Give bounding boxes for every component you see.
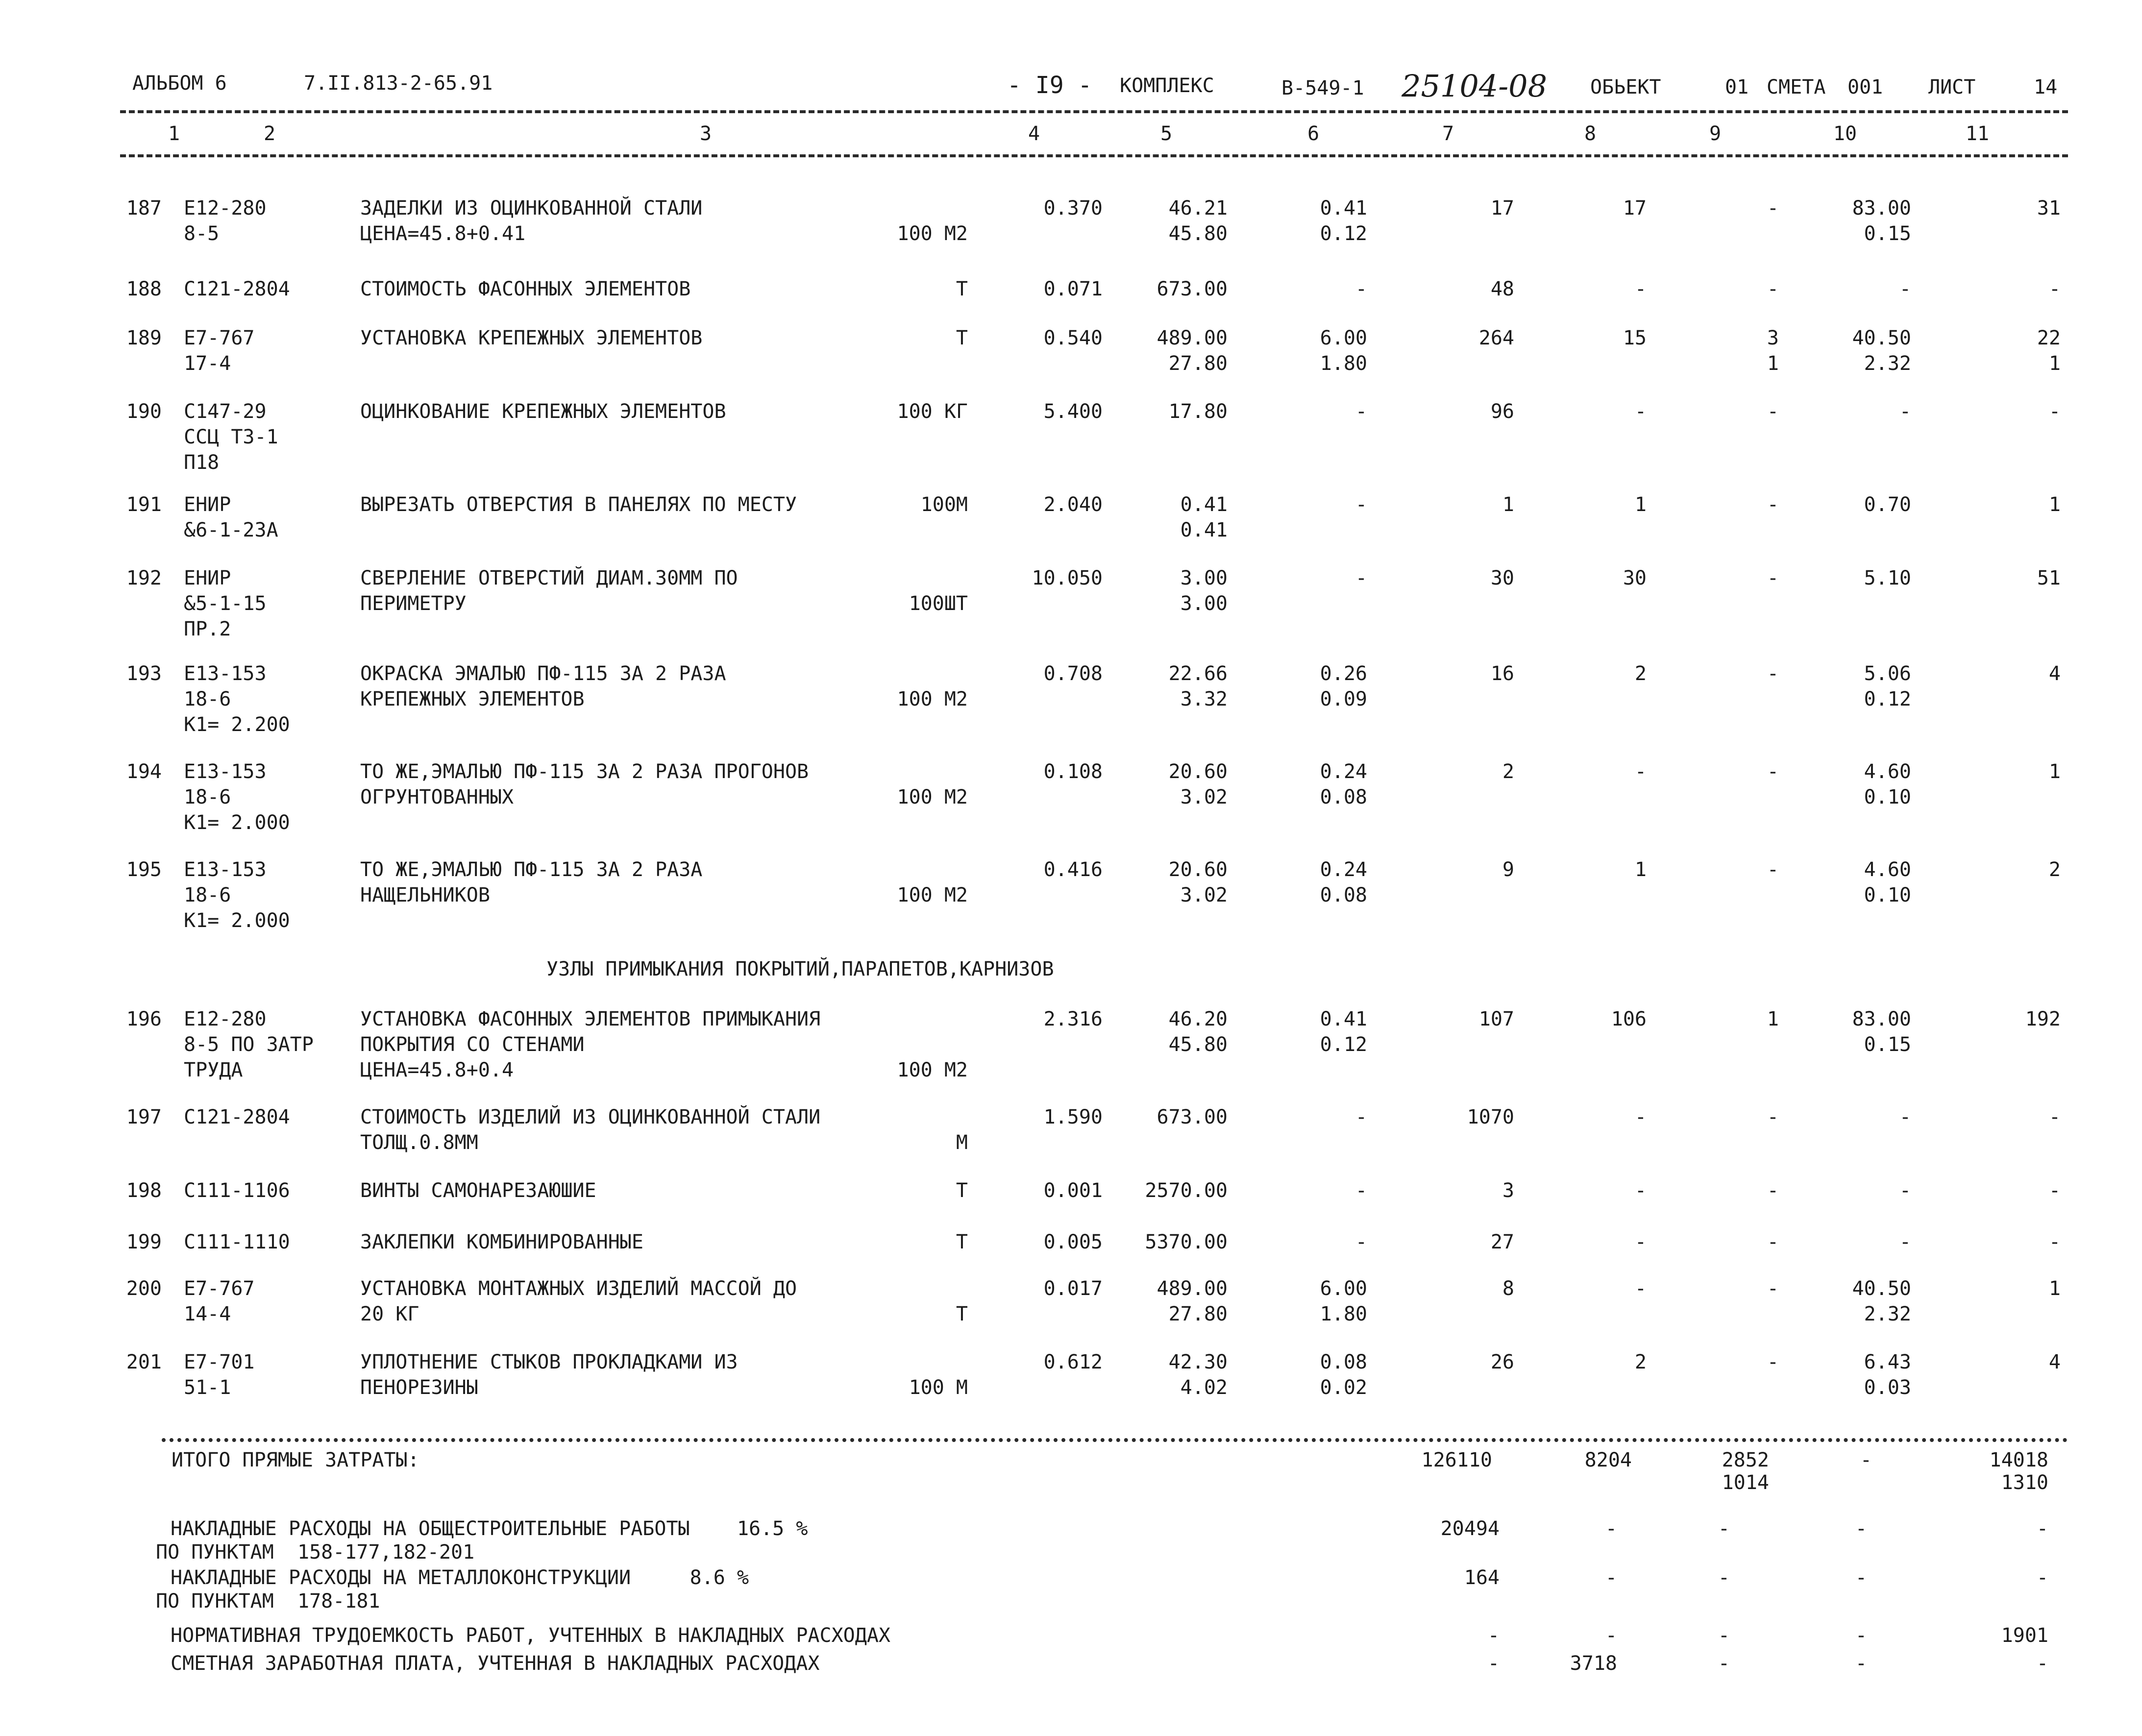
labor-norm: 2.32 [1864,352,1911,375]
item-description: СТОИМОСТЬ ИЗДЕЛИЙ ИЗ ОЦИНКОВАННОЙ СТАЛИ [360,1106,821,1128]
overhead-text: НАКЛАДНЫЕ РАСХОДЫ НА ОБЩЕСТРОИТЕЛЬНЫЕ РАБОТЫ 16.5 % [171,1517,808,1540]
unit-of-measure: М [956,1131,968,1154]
unit-price: 0.41 [1180,519,1228,541]
wage-cost: - [1634,760,1647,783]
unit-of-measure: Т [956,278,968,300]
column-number-7: 7 [1442,122,1454,145]
item-code: 17-4 [184,352,231,375]
machine-total: - [1767,493,1779,516]
totals-wage: 8204 [1584,1449,1632,1471]
quantity: 0.071 [1043,278,1103,300]
overhead-labor-norm: - [1855,1652,1867,1675]
unit-price: 3.00 [1180,592,1228,615]
item-description: ОЦИНКОВАНИЕ КРЕПЕЖНЫХ ЭЛЕМЕНТОВ [360,400,726,423]
item-code: С111-1106 [184,1179,290,1202]
unit-price: 20.60 [1168,858,1228,881]
overhead-text: СМЕТНАЯ ЗАРАБОТНАЯ ПЛАТА, УЧТЕННАЯ В НАКЛАДНЫХ РАСХОДАХ [171,1652,820,1675]
labor-norm: 6.43 [1864,1351,1911,1373]
quantity: 1.590 [1043,1106,1103,1128]
total-cost: 2 [1502,760,1514,783]
item-code: 18-6 [184,786,231,808]
machine-total: - [1767,1106,1779,1128]
item-description: ОКРАСКА ЭМАЛЬЮ ПФ-115 ЗА 2 РАЗА [360,662,726,685]
row-number: 192 [126,567,162,589]
item-description: ЦЕНА=45.8+0.41 [360,222,526,245]
labor-total: 1 [2048,1277,2061,1300]
item-code: 8-5 ПО ЗАТР [184,1033,314,1056]
labor-total: 1 [2048,493,2061,516]
machine-total: - [1767,1231,1779,1253]
machine-cost: 6.00 [1320,327,1367,349]
labor-total: 31 [2037,197,2061,220]
machine-cost: 0.08 [1320,884,1367,906]
total-cost: 107 [1478,1008,1514,1030]
labor-norm: 40.50 [1852,1277,1911,1300]
total-cost: 264 [1478,327,1514,349]
item-description: ОГРУНТОВАННЫХ [360,786,514,808]
estimate-label: СМЕТА [1767,76,1826,98]
item-description: ВЫРЕЗАТЬ ОТВЕРСТИЯ В ПАНЕЛЯХ ПО МЕСТУ [360,493,797,516]
wage-cost: 1 [1634,493,1647,516]
wage-cost: 106 [1611,1008,1647,1030]
labor-norm: - [1899,1106,1911,1128]
row-number: 194 [126,760,162,783]
machine-total: - [1767,858,1779,881]
estimate-number: 001 [1847,76,1883,98]
item-code: ЕНИР [184,493,231,516]
unit-price: 45.80 [1168,1033,1228,1056]
row-number: 189 [126,327,162,349]
column-number-11: 11 [1965,122,1990,145]
labor-total: 192 [2025,1008,2061,1030]
item-code: ПР.2 [184,618,231,640]
page-number: - I9 - [1007,72,1092,99]
overhead-cost: 20494 [1440,1517,1500,1540]
overhead-text: ПО ПУНКТАМ 158-177,182-201 [156,1541,475,1564]
overhead-text: ПО ПУНКТАМ 178-181 [156,1590,380,1613]
quantity: 0.005 [1043,1231,1103,1253]
machine-cost: 0.09 [1320,688,1367,710]
row-number: 196 [126,1008,162,1030]
machine-total: 1 [1767,352,1779,375]
section-title: УЗЛЫ ПРИМЫКАНИЯ ПОКРЫТИЙ,ПАРАПЕТОВ,КАРНИЗОВ [546,958,1054,980]
unit-price: 2570.00 [1145,1179,1228,1202]
labor-total: 1 [2048,352,2061,375]
labor-norm: - [1899,278,1911,300]
total-cost: 17 [1490,197,1514,220]
labor-norm: 83.00 [1852,1008,1911,1030]
labor-total: 2 [2048,858,2061,881]
totals-label: ИТОГО ПРЯМЫЕ ЗАТРАТЫ: [172,1449,419,1471]
overhead-cost: - [1487,1624,1500,1647]
unit-price: 42.30 [1168,1351,1228,1373]
item-code: 8-5 [184,222,220,245]
unit-price: 673.00 [1157,278,1228,300]
quantity: 10.050 [1032,567,1103,589]
labor-norm: 0.10 [1864,786,1911,808]
sheet-number: 14 [2034,76,2058,98]
total-cost: 27 [1490,1231,1514,1253]
labor-norm: 0.10 [1864,884,1911,906]
machine-total: 1 [1767,1008,1779,1030]
row-number: 187 [126,197,162,220]
item-code: С147-29 [184,400,267,423]
overhead-wage: 3718 [1570,1652,1617,1675]
unit-of-measure: 100 М2 [897,222,968,245]
machine-cost: 1.80 [1320,1303,1367,1325]
labor-total: 1 [2048,760,2061,783]
item-description: ПЕНОРЕЗИНЫ [360,1376,478,1399]
labor-norm: 0.70 [1864,493,1911,516]
column-number-2: 2 [263,122,276,145]
unit-price: 3.02 [1180,884,1228,906]
overhead-labor-norm: - [1855,1517,1867,1540]
labor-norm: 40.50 [1852,327,1911,349]
labor-total: 51 [2037,567,2061,589]
item-code: ТРУДА [184,1059,243,1081]
item-description: ЗАКЛЕПКИ КОМБИНИРОВАННЫЕ [360,1231,643,1253]
unit-price: 22.66 [1168,662,1228,685]
labor-total: - [2048,278,2061,300]
row-number: 200 [126,1277,162,1300]
unit-price: 46.21 [1168,197,1228,220]
machine-cost: 0.08 [1320,786,1367,808]
overhead-cost: 164 [1464,1566,1500,1589]
item-code: С121-2804 [184,278,290,300]
labor-total: 4 [2048,1351,2061,1373]
item-code: С121-2804 [184,1106,290,1128]
machine-total: - [1767,197,1779,220]
wage-cost: 1 [1634,858,1647,881]
item-code: Е13-153 [184,858,267,881]
unit-price: 46.20 [1168,1008,1228,1030]
total-cost: 1 [1502,493,1514,516]
overhead-labor-norm: - [1855,1566,1867,1589]
machine-cost: 1.80 [1320,352,1367,375]
labor-norm: 83.00 [1852,197,1911,220]
machine-cost: - [1355,278,1367,300]
column-number-4: 4 [1028,122,1040,145]
totals-cost: 126110 [1421,1449,1492,1471]
overhead-text: НАКЛАДНЫЕ РАСХОДЫ НА МЕТАЛЛОКОНСТРУКЦИИ 8.6 % [171,1566,749,1589]
item-code: &6-1-23А [184,519,278,541]
machine-cost: 0.12 [1320,222,1367,245]
quantity: 5.400 [1043,400,1103,423]
item-code: Е7-767 [184,1277,255,1300]
item-code: &5-1-15 [184,592,267,615]
unit-price: 673.00 [1157,1106,1228,1128]
machine-total: - [1767,400,1779,423]
unit-of-measure: 100М [920,493,968,516]
row-number: 198 [126,1179,162,1202]
machine-cost: - [1355,1106,1367,1128]
labor-norm: 0.03 [1864,1376,1911,1399]
wage-cost: - [1634,1231,1647,1253]
header-top-rule [120,110,2068,113]
unit-price: 3.32 [1180,688,1228,710]
overhead-machine: - [1718,1517,1730,1540]
item-code: С111-1110 [184,1231,290,1253]
row-number: 188 [126,278,162,300]
unit-of-measure: 100 М2 [897,1059,968,1081]
quantity: 0.416 [1043,858,1103,881]
object-label: ОБЬЕКТ [1590,76,1661,98]
row-number: 191 [126,493,162,516]
labor-total: 4 [2048,662,2061,685]
machine-total: 3 [1767,327,1779,349]
labor-total: - [2048,1106,2061,1128]
labor-norm: 5.06 [1864,662,1911,685]
total-cost: 26 [1490,1351,1514,1373]
item-description: СТОИМОСТЬ ФАСОННЫХ ЭЛЕМЕНТОВ [360,278,691,300]
item-description: ТО ЖЕ,ЭМАЛЬЮ ПФ-115 ЗА 2 РАЗА ПРОГОНОВ [360,760,809,783]
machine-total: - [1767,1277,1779,1300]
totals-machine: 2852 [1722,1449,1769,1471]
unit-price: 27.80 [1168,352,1228,375]
machine-cost: 0.08 [1320,1351,1367,1373]
total-cost: 1070 [1467,1106,1514,1128]
unit-price: 5370.00 [1145,1231,1228,1253]
column-number-5: 5 [1160,122,1173,145]
item-code: К1= 2.200 [184,713,290,736]
overhead-text: НОРМАТИВНАЯ ТРУДОЕМКОСТЬ РАБОТ, УЧТЕННЫХ В НАКЛАДНЫХ РАСХОДАХ [171,1624,891,1647]
machine-cost: 6.00 [1320,1277,1367,1300]
item-code: ЕНИР [184,567,231,589]
unit-of-measure: Т [956,1231,968,1253]
overhead-labor: - [2036,1652,2048,1675]
item-description: ПОКРЫТИЯ СО СТЕНАМИ [360,1033,585,1056]
total-cost: 3 [1502,1179,1514,1202]
item-code: ССЦ Т3-1 [184,426,278,448]
machine-cost: - [1355,493,1367,516]
total-cost: 96 [1490,400,1514,423]
quantity: 0.540 [1043,327,1103,349]
total-cost: 16 [1490,662,1514,685]
sheet-label: ЛИСТ [1928,76,1976,98]
column-number-10: 10 [1833,122,1857,145]
unit-price: 20.60 [1168,760,1228,783]
machine-total: - [1767,278,1779,300]
unit-price: 45.80 [1168,222,1228,245]
item-code: Е12-280 [184,1008,267,1030]
unit-price: 489.00 [1157,1277,1228,1300]
column-number-9: 9 [1709,122,1722,145]
machine-cost: 0.02 [1320,1376,1367,1399]
labor-total: 22 [2037,327,2061,349]
column-number-6: 6 [1307,122,1320,145]
column-number-3: 3 [699,122,712,145]
machine-cost: 0.24 [1320,858,1367,881]
wage-cost: 30 [1623,567,1647,589]
document-code: 7.II.813-2-65.91 [304,72,493,95]
labor-norm: 0.15 [1864,1033,1911,1056]
item-description: ТОЛЩ.0.8ММ [360,1131,478,1154]
unit-price: 3.02 [1180,786,1228,808]
labor-norm: 2.32 [1864,1303,1911,1325]
totals-divider [162,1438,2068,1442]
unit-of-measure: 100 М2 [897,688,968,710]
machine-total: - [1767,662,1779,685]
quantity: 0.370 [1043,197,1103,220]
item-code: К1= 2.000 [184,811,290,834]
wage-cost: 15 [1623,327,1647,349]
overhead-labor: - [2036,1517,2048,1540]
machine-cost: - [1355,400,1367,423]
item-code: 18-6 [184,884,231,906]
wage-cost: 2 [1634,662,1647,685]
machine-cost: - [1355,1179,1367,1202]
item-description: ЦЕНА=45.8+0.4 [360,1059,514,1081]
overhead-machine: - [1718,1652,1730,1675]
row-number: 195 [126,858,162,881]
item-description: УСТАНОВКА КРЕПЕЖНЫХ ЭЛЕМЕНТОВ [360,327,703,349]
machine-cost: 0.12 [1320,1033,1367,1056]
overhead-machine: - [1718,1624,1730,1647]
row-number: 190 [126,400,162,423]
machine-total: - [1767,1179,1779,1202]
labor-norm: 5.10 [1864,567,1911,589]
machine-cost: 0.24 [1320,760,1367,783]
machine-cost: - [1355,1231,1367,1253]
unit-of-measure: 100 М [909,1376,968,1399]
wage-cost: - [1634,1179,1647,1202]
overhead-labor: 1901 [2001,1624,2048,1647]
machine-cost: 0.41 [1320,1008,1367,1030]
item-description: УСТАНОВКА ФАСОННЫХ ЭЛЕМЕНТОВ ПРИМЫКАНИЯ [360,1008,821,1030]
overhead-wage: - [1605,1624,1617,1647]
row-number: 197 [126,1106,162,1128]
item-code: К1= 2.000 [184,909,290,932]
row-number: 199 [126,1231,162,1253]
labor-norm: 4.60 [1864,858,1911,881]
totals-machine: 1014 [1722,1471,1769,1494]
item-description: ПЕРИМЕТРУ [360,592,467,615]
labor-norm: - [1899,400,1911,423]
item-description: НАЩЕЛЬНИКОВ [360,884,490,906]
quantity: 0.708 [1043,662,1103,685]
item-description: 20 КГ [360,1303,419,1325]
item-code: Е7-701 [184,1351,255,1373]
wage-cost: - [1634,1277,1647,1300]
machine-cost: - [1355,567,1367,589]
overhead-machine: - [1718,1566,1730,1589]
unit-of-measure: 100 М2 [897,786,968,808]
row-number: 201 [126,1351,162,1373]
unit-of-measure: 100ШТ [909,592,968,615]
unit-of-measure: Т [956,1179,968,1202]
unit-price: 489.00 [1157,327,1228,349]
complex-label: КОМПЛЕКС [1120,74,1214,97]
wage-cost: - [1634,278,1647,300]
quantity: 2.040 [1043,493,1103,516]
machine-total: - [1767,567,1779,589]
item-description: УСТАНОВКА МОНТАЖНЫХ ИЗДЕЛИЙ МАССОЙ ДО [360,1277,797,1300]
totals-labor: 14018 [1989,1449,2048,1471]
header-bottom-rule [120,154,2068,157]
item-code: 14-4 [184,1303,231,1325]
totals-labor-norm: - [1860,1449,1872,1471]
object-number: 01 [1725,76,1749,98]
unit-price: 27.80 [1168,1303,1228,1325]
overhead-cost: - [1487,1652,1500,1675]
overhead-wage: - [1605,1566,1617,1589]
labor-norm: 0.15 [1864,222,1911,245]
item-description: УПЛОТНЕНИЕ СТЫКОВ ПРОКЛАДКАМИ ИЗ [360,1351,738,1373]
totals-labor: 1310 [2001,1471,2048,1494]
item-code: П18 [184,451,220,474]
wage-cost: - [1634,400,1647,423]
item-description: СВЕРЛЕНИЕ ОТВЕРСТИЙ ДИАМ.30ММ ПО [360,567,738,589]
wage-cost: 2 [1634,1351,1647,1373]
quantity: 2.316 [1043,1008,1103,1030]
quantity: 0.612 [1043,1351,1103,1373]
unit-of-measure: 100 КГ [897,400,968,423]
unit-price: 3.00 [1180,567,1228,589]
unit-price: 4.02 [1180,1376,1228,1399]
item-description: ТО ЖЕ,ЭМАЛЬЮ ПФ-115 ЗА 2 РАЗА [360,858,703,881]
total-cost: 30 [1490,567,1514,589]
overhead-labor: - [2036,1566,2048,1589]
item-code: 18-6 [184,688,231,710]
overhead-wage: - [1605,1517,1617,1540]
item-code: Е7-767 [184,327,255,349]
labor-norm: 4.60 [1864,760,1911,783]
unit-of-measure: Т [956,327,968,349]
unit-price: 0.41 [1180,493,1228,516]
item-description: КРЕПЕЖНЫХ ЭЛЕМЕНТОВ [360,688,585,710]
item-code: Е13-153 [184,760,267,783]
item-code: 51-1 [184,1376,231,1399]
labor-norm: - [1899,1179,1911,1202]
wage-cost: - [1634,1106,1647,1128]
item-description: ВИНТЫ САМОНАРЕЗАЮШИЕ [360,1179,596,1202]
unit-price: 17.80 [1168,400,1228,423]
labor-total: - [2048,1179,2061,1202]
item-description: ЗАДЕЛКИ ИЗ ОЦИНКОВАННОЙ СТАЛИ [360,197,703,220]
labor-total: - [2048,400,2061,423]
row-number: 193 [126,662,162,685]
overhead-labor-norm: - [1855,1624,1867,1647]
total-cost: 9 [1502,858,1514,881]
complex-code: В-549-1 [1281,77,1364,99]
quantity: 0.108 [1043,760,1103,783]
quantity: 0.017 [1043,1277,1103,1300]
machine-total: - [1767,1351,1779,1373]
column-number-8: 8 [1584,122,1597,145]
item-code: Е12-280 [184,197,267,220]
machine-cost: 0.41 [1320,197,1367,220]
unit-of-measure: 100 М2 [897,884,968,906]
labor-norm: - [1899,1231,1911,1253]
labor-norm: 0.12 [1864,688,1911,710]
total-cost: 8 [1502,1277,1514,1300]
unit-of-measure: Т [956,1303,968,1325]
quantity: 0.001 [1043,1179,1103,1202]
album-label: АЛЬБОМ 6 [132,72,227,95]
machine-total: - [1767,760,1779,783]
wage-cost: 17 [1623,197,1647,220]
column-number-1: 1 [168,122,180,145]
labor-total: - [2048,1231,2061,1253]
handwritten-code: 25104-08 [1402,68,1548,104]
total-cost: 48 [1490,278,1514,300]
item-code: Е13-153 [184,662,267,685]
machine-cost: 0.26 [1320,662,1367,685]
